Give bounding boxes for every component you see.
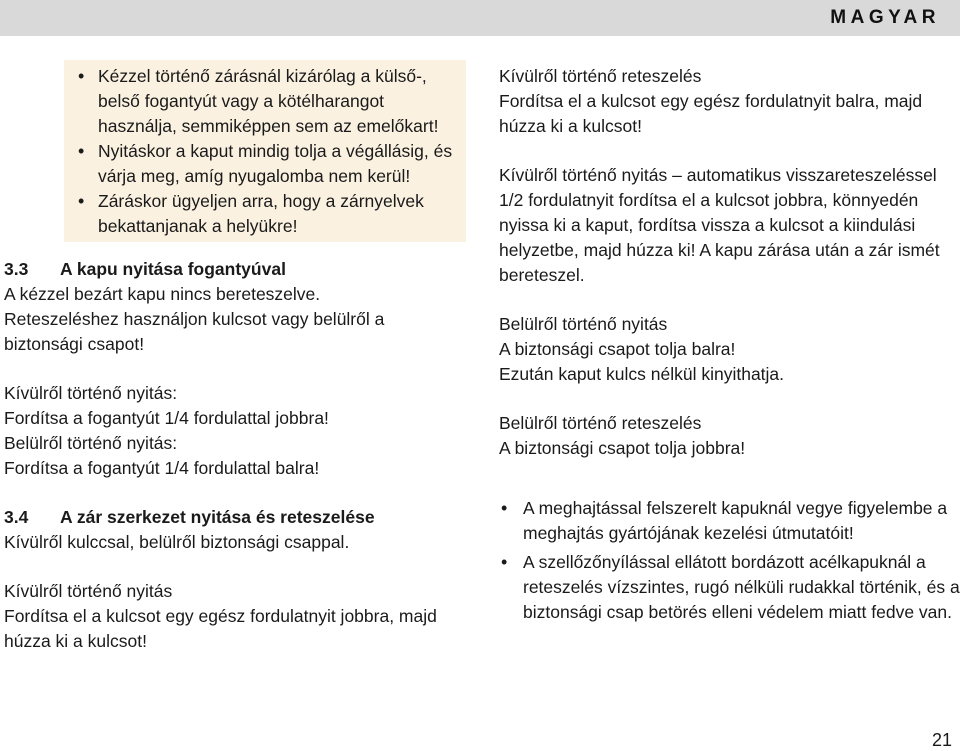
outside-locking bbox=[499, 64, 960, 139]
subheading: Belülről történő nyitás bbox=[499, 314, 668, 334]
left-column bbox=[4, 60, 464, 654]
subheading: Kívülről történő nyitás: bbox=[4, 383, 178, 403]
instruction: A biztonsági csapot tolja balra! bbox=[499, 339, 736, 359]
instruction: Ezután kaput kulcs nélkül kinyithatja. bbox=[499, 364, 785, 384]
section-3-3 bbox=[4, 257, 464, 357]
auto-relock bbox=[499, 163, 960, 288]
section-title: A kapu nyitása fogantyúval bbox=[60, 259, 286, 279]
warning-list bbox=[72, 64, 460, 239]
warning-note-box bbox=[64, 60, 466, 242]
language-label: MAGYAR bbox=[830, 7, 940, 28]
instruction: Fordítsa el a kulcsot egy egész fordulatnyit jobbra, majd húzza ki a kulcsot! bbox=[4, 606, 437, 651]
warning-item: • Nyitáskor a kaput mindig tolja a végállásig, és várja meg, amíg nyugalomba nem kerül! bbox=[72, 139, 460, 189]
section-3-4 bbox=[4, 505, 464, 555]
subheading: Kívülről történő reteszelés bbox=[499, 66, 702, 86]
instruction: Fordítsa a fogantyút 1/4 fordulattal jobbra! bbox=[4, 408, 329, 428]
note-item: • A meghajtással felszerelt kapuknál vegye figyelembe a meghajtás gyártójának kezelési útmutatóit! bbox=[499, 496, 960, 546]
section-title: A zár szerkezet nyitása és reteszelése bbox=[60, 507, 375, 527]
inside-opening bbox=[499, 312, 960, 387]
handle-operations bbox=[4, 381, 464, 481]
section-heading bbox=[4, 257, 464, 282]
paragraph-line: A kézzel bezárt kapu nincs bereteszelve. bbox=[4, 284, 321, 304]
header-bar bbox=[0, 0, 960, 36]
subheading: Kívülről történő nyitás bbox=[4, 581, 173, 601]
note-item: • A szellőzőnyílással ellátott bordázott acélkapuknál a reteszelés vízszintes, rugó nélküli rudakkal történik, és a biztonsági csap betörés elleni védelem miatt fedve van. bbox=[499, 550, 960, 625]
page-number: 21 bbox=[931, 730, 952, 750]
section-number: 3.3 bbox=[4, 259, 29, 279]
outside-opening bbox=[4, 579, 464, 654]
subheading: Belülről történő nyitás: bbox=[4, 433, 178, 453]
paragraph-line: Reteszeléshez használjon kulcsot vagy belülről a biztonsági csapot! bbox=[4, 309, 385, 354]
instruction: Fordítsa a fogantyút 1/4 fordulattal balra! bbox=[4, 458, 320, 478]
notes-list bbox=[499, 496, 960, 625]
section-number: 3.4 bbox=[4, 507, 29, 527]
inside-locking bbox=[499, 411, 960, 461]
instruction: Fordítsa el a kulcsot egy egész fordulatnyit balra, majd húzza ki a kulcsot! bbox=[499, 91, 923, 136]
warning-item: • Záráskor ügyeljen arra, hogy a zárnyelvek bekattanjanak a helyükre! bbox=[72, 189, 460, 239]
paragraph-line: Kívülről kulccsal, belülről biztonsági csappal. bbox=[4, 532, 350, 552]
instruction: A biztonsági csapot tolja jobbra! bbox=[499, 438, 746, 458]
section-heading bbox=[4, 505, 464, 530]
paragraph: Kívülről történő nyitás – automatikus visszareteszeléssel 1/2 fordulatnyit fordítsa el a kulcsot jobbra, könnyedén nyissa ki a kaput, fordítsa vissza a kulcsot a kiindulási helyzetbe, majd húzza ki! A kapu zárása után a zár ismét bereteszel. bbox=[499, 165, 940, 285]
subheading: Belülről történő reteszelés bbox=[499, 413, 702, 433]
warning-item: • Kézzel történő zárásnál kizárólag a külső-, belső fogantyút vagy a kötélharangot használja, semmiképpen sem az emelőkart! bbox=[72, 64, 460, 139]
right-column bbox=[499, 64, 960, 625]
